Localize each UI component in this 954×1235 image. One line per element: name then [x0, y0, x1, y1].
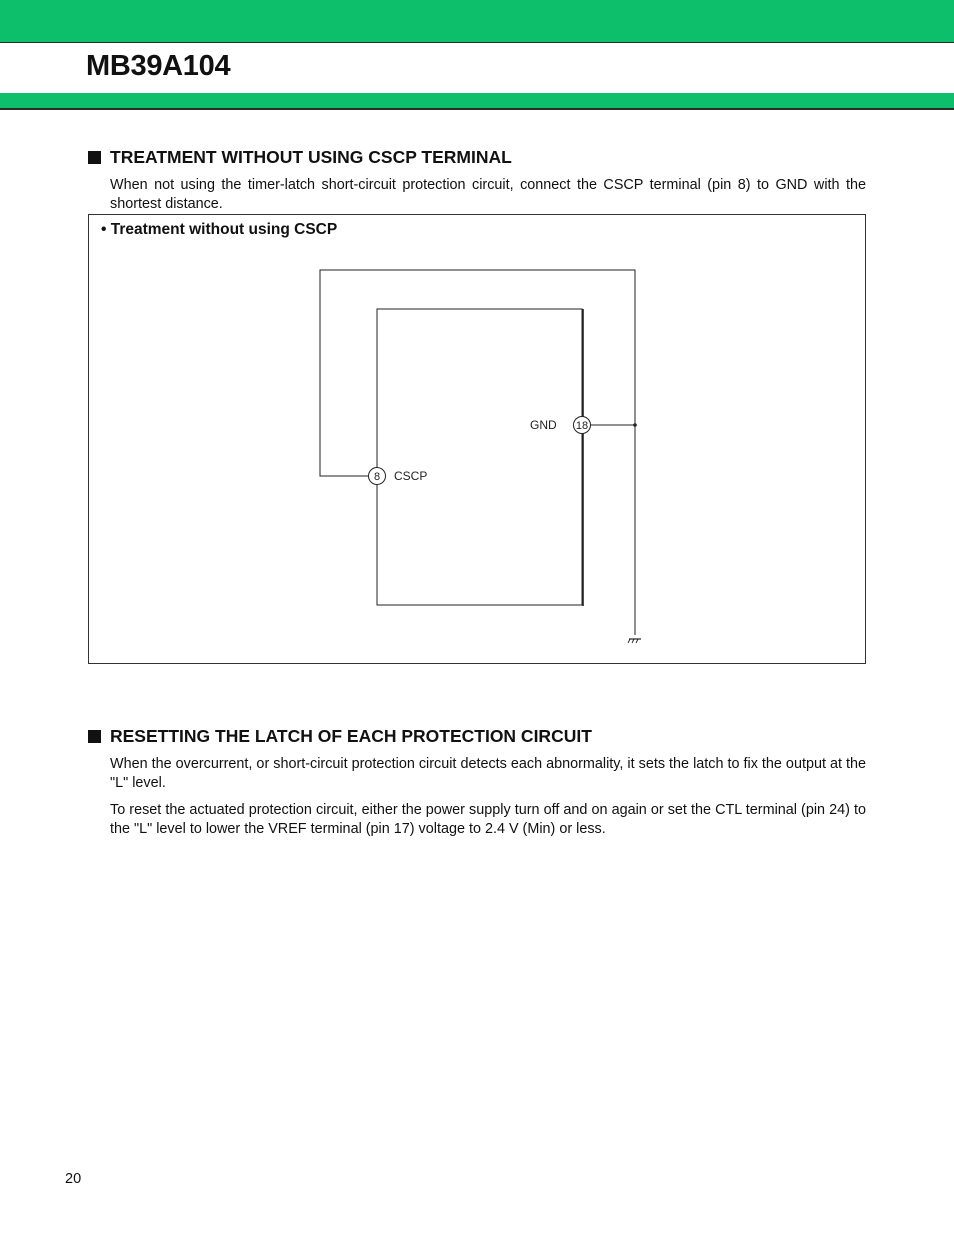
- section-heading-latch: [88, 726, 592, 747]
- page-number: 20: [65, 1171, 82, 1187]
- diagram-caption: • Treatment without using CSCP: [101, 221, 338, 238]
- section-heading-text: TREATMENT WITHOUT USING CSCP TERMINAL: [110, 147, 512, 167]
- ic-package: [377, 309, 582, 605]
- circuit-diagram: [88, 214, 866, 664]
- document-title: MB39A104: [86, 50, 231, 82]
- header-bottom-band: [0, 93, 954, 110]
- section-body-cscp: When not using the timer-latch short-circuit protection circuit, connect the CSCP terminal (pin 8) to GND with the shortest distance.: [110, 177, 866, 212]
- junction-dot: [633, 423, 637, 427]
- section-body-latch-2: To reset the actuated protection circuit, either the power supply turn off and on again or set the CTL terminal (pin 24) to the "L" level to lower the VREF terminal (pin 17) voltage to 2.4 V (Min) or less.: [110, 802, 866, 837]
- cscp-to-gnd-wire: [320, 270, 635, 635]
- section-heading-text: RESETTING THE LATCH OF EACH PROTECTION CIRCUIT: [110, 726, 592, 746]
- circuit-schematic: [89, 215, 865, 663]
- header-top-band: [0, 0, 954, 43]
- gnd-label: GND: [530, 418, 557, 432]
- section-body-latch-1: When the overcurrent, or short-circuit protection circuit detects each abnormality, it sets the latch to fix the output at the "L" level.: [110, 756, 866, 791]
- pin-8-number: 8: [373, 471, 381, 483]
- ground-symbol-icon: [628, 639, 641, 643]
- square-bullet-icon: [88, 151, 101, 164]
- pin-18-number: 18: [575, 420, 589, 432]
- square-bullet-icon: [88, 730, 101, 743]
- cscp-label: CSCP: [394, 469, 428, 483]
- section-heading-cscp: [88, 147, 512, 168]
